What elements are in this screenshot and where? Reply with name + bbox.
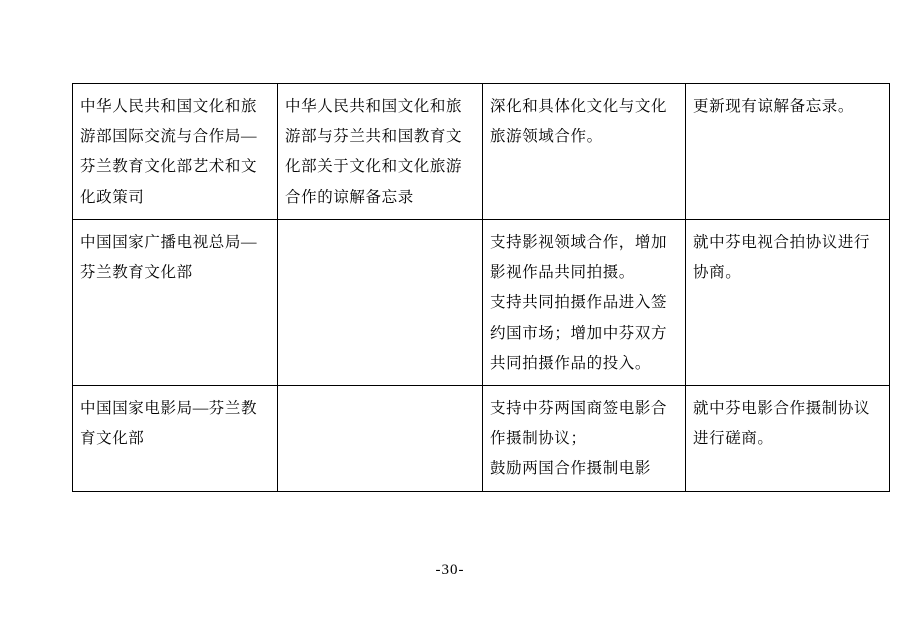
cell-text: 中国国家广播电视总局—芬兰教育文化部: [80, 233, 258, 282]
cell-text: 就中芬电视合拍协议进行协商。: [693, 233, 871, 282]
table-row: [73, 219, 890, 385]
table-cell-progress: [686, 219, 890, 385]
cell-text: 中华人民共和国文化和旅游部与芬兰共和国教育文化部关于文化和文化旅游合作的谅解备忘录: [285, 98, 463, 206]
table-cell-document: [278, 84, 483, 220]
table-cell-progress: [686, 385, 890, 491]
table-cell-document: [278, 219, 483, 385]
table-cell-progress: [686, 84, 890, 220]
page-number: -30-: [435, 562, 465, 578]
table-cell-content: [483, 84, 686, 220]
cell-text: 中华人民共和国文化和旅游部国际交流与合作局—芬兰教育文化部艺术和文化政策司: [80, 98, 258, 206]
table-row: [73, 84, 890, 220]
table-body: [73, 84, 890, 492]
table-cell-document: [278, 385, 483, 491]
table-cell-content: [483, 219, 686, 385]
table-cell-institutions: [73, 84, 278, 220]
table-row: [73, 385, 890, 491]
cell-text: 就中芬电影合作摄制协议进行磋商。: [693, 399, 871, 448]
agreements-table: [72, 83, 890, 492]
cell-text: 支持中芬两国商签电影合作摄制协议； 鼓励两国合作摄制电影: [490, 399, 668, 478]
table-cell-institutions: [73, 385, 278, 491]
cell-text: 支持影视领域合作，增加影视作品共同拍摄。 支持共同拍摄作品进入签约国市场；增加中芬双方共同拍摄作品的投入。: [490, 233, 668, 372]
cell-text: 中国国家电影局—芬兰教育文化部: [80, 399, 258, 448]
table-cell-content: [483, 385, 686, 491]
cell-text: 更新现有谅解备忘录。: [693, 98, 855, 115]
cell-text: 深化和具体化文化与文化旅游领域合作。: [490, 98, 668, 146]
table-cell-institutions: [73, 219, 278, 385]
